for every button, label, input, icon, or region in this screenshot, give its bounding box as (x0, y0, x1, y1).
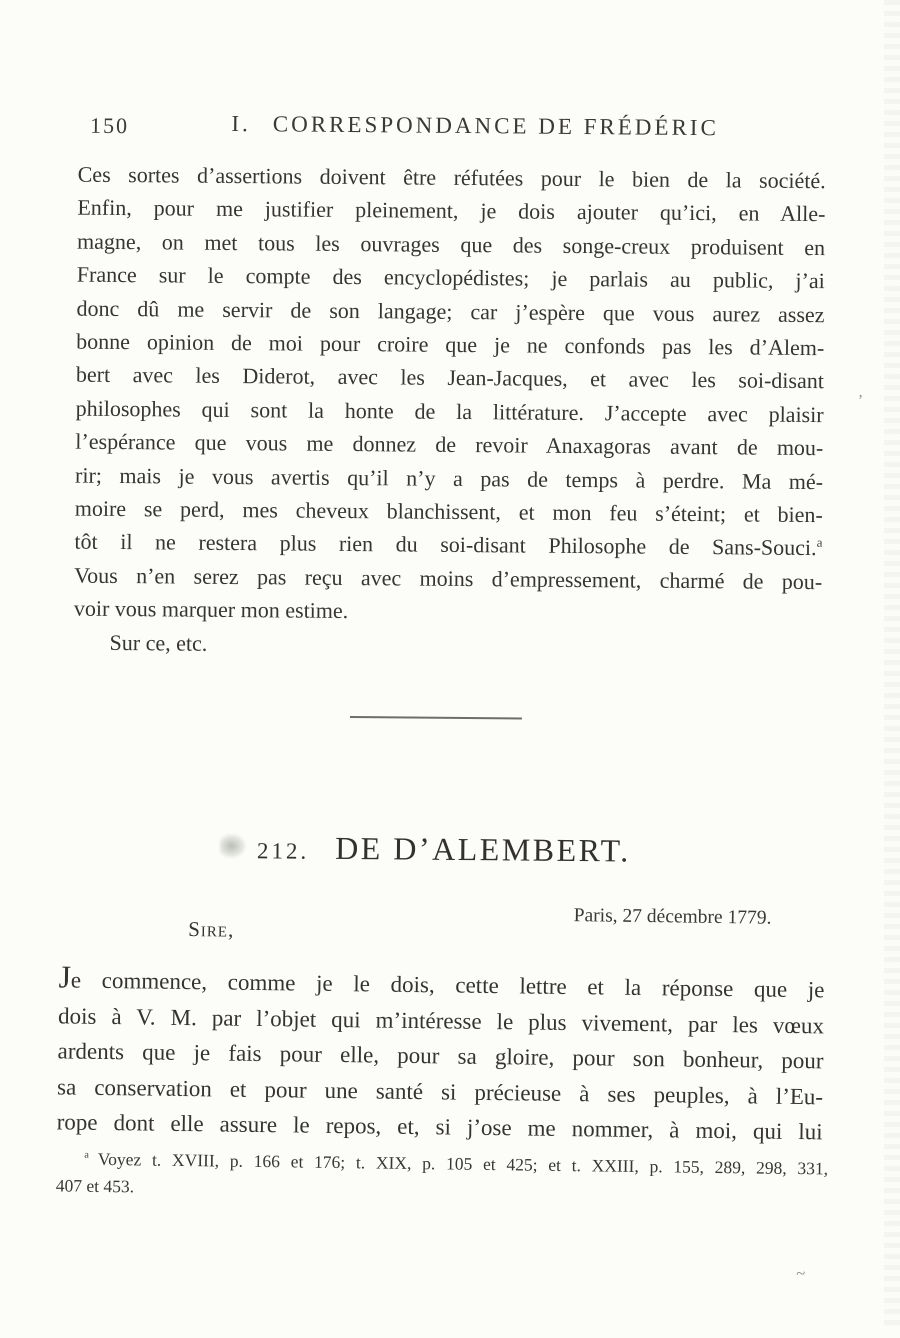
page-number: 150 (90, 112, 130, 139)
volume-numeral: I. (231, 110, 251, 137)
letter-body-dalembert (56, 959, 824, 1150)
text-line: philosophes qui sont la honte de la littérature. J’accepte avec plaisir (75, 395, 824, 427)
scan-speck: , (858, 384, 863, 401)
text-line: bonne opinion de moi pour croire que je ne confonds pas les d’Alem- (76, 328, 825, 361)
running-title-text: CORRESPONDANCE DE FRÉDÉRIC (272, 111, 719, 141)
footnote-reference: a (816, 535, 823, 551)
text-line: moire se perd, mes cheveux blanchissent, et mon feu s’éteint; et bien- (74, 495, 823, 528)
footnote-line: 407 et 453. (55, 1174, 135, 1196)
dateline: Paris, 27 décembre 1779. (573, 905, 772, 929)
text-line: l’espérance que vous me donnez de revoir Anaxagoras avant de mou- (75, 428, 824, 461)
text-line: Enfin, pour me justifier pleinement, je dois ajouter qu’ici, en Alle- (77, 195, 826, 227)
text-line: dois à V. M. par l’objet qui m’intéresse le plus vivement, par les vœux (57, 1002, 825, 1038)
letter-closing: Sur ce, etc. (109, 629, 208, 656)
footnote (56, 1145, 829, 1208)
text-line: ardents que je fais pour elle, pour sa gloire, pour son bonheur, pour (57, 1038, 824, 1074)
letter-title: DE D’ALEMBERT. (335, 829, 631, 869)
text-line: voir vous marquer mon estime. (73, 595, 349, 624)
footnote-text: Voyez t. XVIII, p. 166 et 176; t. XIX, p. 105 et 425; et t. XXIII, p. 155, 289, 298, 331, (97, 1148, 829, 1179)
text-line: France sur le compte des encyclopédistes; je parlais au public, j’ai (76, 261, 825, 294)
text-line: Je commence, comme je le dois, cette lettre et la réponse que je (58, 959, 825, 1003)
text-line: rope dont elle assure le repos, et, si j’ose me nommer, à moi, qui lui (56, 1109, 823, 1145)
text-line: Vous n’en serez pas reçu avec moins d’empressement, charmé de pou- (74, 562, 823, 595)
text-line: magne, on met tous les ouvrages que des songe-creux produisent en (77, 228, 826, 260)
footnote-marker: a (84, 1149, 89, 1161)
scan-speck: ~ (795, 1263, 804, 1284)
salutation: Sire, (188, 917, 235, 942)
text-line: sa conservation et pour une santé si précieuse à ses peuples, à l’Eu- (56, 1074, 824, 1110)
letter-number: 212. (256, 838, 310, 864)
text-line-content: tôt il ne restera plus rien du soi-disant Philosophe de Sans-Souci. (74, 529, 817, 561)
text-line: bert avec les Diderot, avec les Jean-Jacques, et avec les soi-disant (75, 362, 825, 394)
text-line: Ces sortes d’assertions doivent être réfutées pour le bien de la société. (77, 161, 826, 194)
text-line: rir; mais je vous avertis qu’il n’y a pas de temps à perdre. Ma mé- (74, 462, 824, 494)
text-line: donc dû me servir de son langage; car j’espère que vous aurez assez (76, 295, 825, 327)
